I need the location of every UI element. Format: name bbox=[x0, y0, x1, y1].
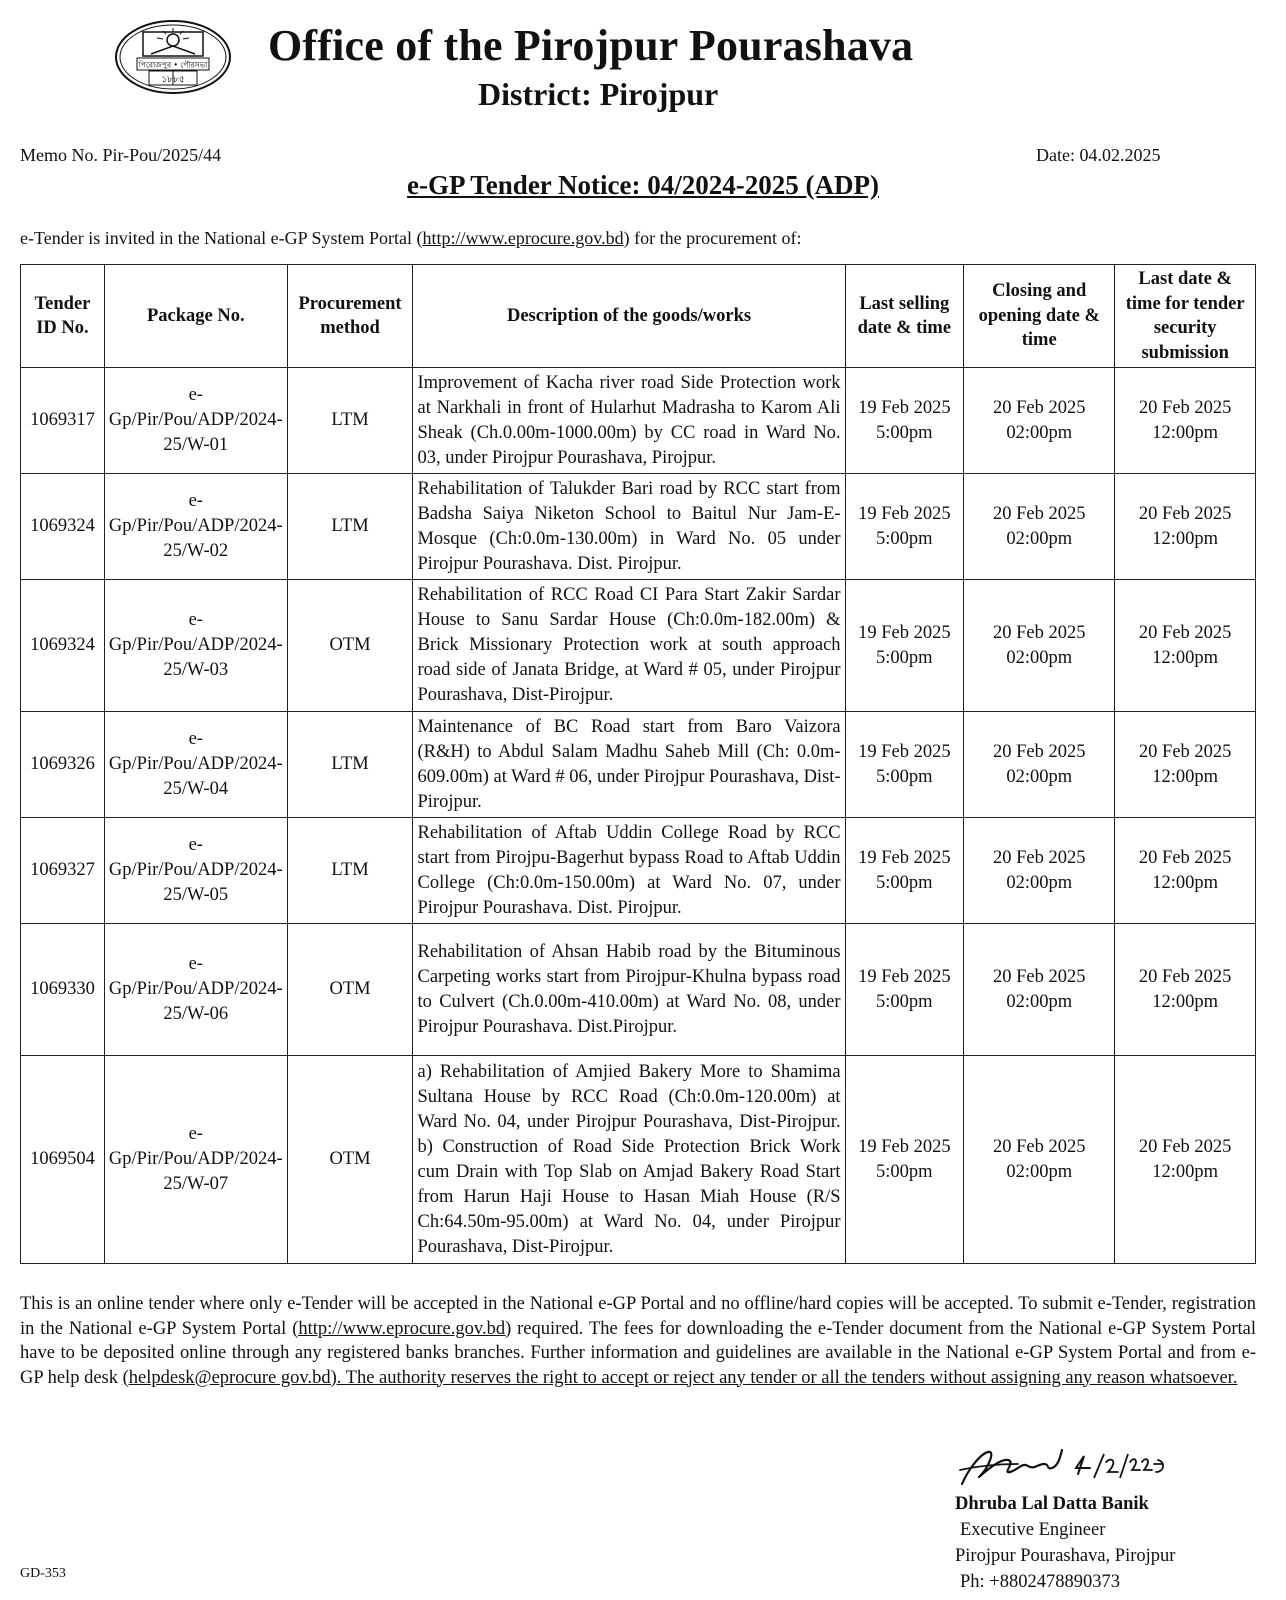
selling-time: 5:00pm bbox=[876, 766, 933, 787]
selling-date: 19 Feb 2025 bbox=[858, 966, 951, 987]
package-cell: e-Gp/Pir/Pou/ADP/2024-25/W-07 bbox=[104, 1056, 287, 1264]
signer-name: Dhruba Lal Datta Banik bbox=[955, 1494, 1149, 1514]
closing-date: 20 Feb 2025 bbox=[992, 966, 1086, 987]
closing-cell bbox=[964, 924, 1115, 1056]
security-cell bbox=[1115, 712, 1256, 818]
method-cell: LTM bbox=[287, 818, 413, 924]
tender-id-cell: 1069324 bbox=[21, 580, 105, 712]
closing-time: 02:00pm bbox=[1006, 991, 1073, 1012]
security-date: 20 Feb 2025 bbox=[1138, 966, 1232, 987]
header-tender-id: Tender ID No. bbox=[21, 265, 105, 368]
security-date: 20 Feb 2025 bbox=[1138, 847, 1232, 868]
selling-time: 5:00pm bbox=[876, 647, 933, 668]
tender-id-cell: 1069327 bbox=[21, 818, 105, 924]
table-row bbox=[21, 924, 1256, 1056]
security-date: 20 Feb 2025 bbox=[1138, 503, 1232, 524]
helpdesk-email-link[interactable]: (helpdesk@eprocure gov.bd). The authority reserves the right to accept or reject any tender or all the tenders without assigning any reason whatsoever. bbox=[122, 1367, 1238, 1388]
security-time: 12:00pm bbox=[1152, 422, 1219, 443]
security-cell bbox=[1115, 368, 1256, 474]
tender-id-cell: 1069504 bbox=[21, 1056, 105, 1264]
selling-date: 19 Feb 2025 bbox=[858, 741, 951, 762]
memo-number: Memo No. Pir-Pou/2025/44 bbox=[20, 145, 222, 165]
security-cell bbox=[1115, 580, 1256, 712]
package-cell: e-Gp/Pir/Pou/ADP/2024-25/W-03 bbox=[104, 580, 287, 712]
selling-cell bbox=[845, 1056, 964, 1264]
district-subtitle: District: Pirojpur bbox=[478, 76, 719, 112]
letterhead bbox=[0, 0, 1286, 120]
header-security-submission: Last date & time for tender security submission bbox=[1115, 265, 1256, 368]
description-cell: Rehabilitation of RCC Road CI Para Start Zakir Sardar House to Sanu Sardar House (Ch:0.0m-182.00m) & Brick Missionary Protection work at south approach road side of Janata Bridge, at Ward # 05, under Pirojpur Pourashava, Dist-Pirojpur. bbox=[413, 580, 845, 712]
security-date: 20 Feb 2025 bbox=[1138, 622, 1232, 643]
method-cell: OTM bbox=[287, 580, 413, 712]
closing-date: 20 Feb 2025 bbox=[992, 1136, 1086, 1157]
signer-phone: Ph: +8802478890373 bbox=[960, 1572, 1120, 1592]
tender-id-cell: 1069324 bbox=[21, 474, 105, 580]
description-cell: Improvement of Kacha river road Side Protection work at Narkhali in front of Hularhut Madrasha to Karom Ali Sheak (Ch.0.00m-1000.00m) by CC road in Ward No. 03, under Pirojpur Pourashava, Pirojpur. bbox=[413, 368, 845, 474]
closing-cell bbox=[964, 580, 1115, 712]
signer-office: Pirojpur Pourashava, Pirojpur bbox=[955, 1546, 1176, 1566]
method-cell: LTM bbox=[287, 712, 413, 818]
package-cell: e-Gp/Pir/Pou/ADP/2024-25/W-01 bbox=[104, 368, 287, 474]
package-cell: e-Gp/Pir/Pou/ADP/2024-25/W-06 bbox=[104, 924, 287, 1056]
selling-time: 5:00pm bbox=[876, 528, 933, 549]
terms-text-2: required. The fees for downloading the e-Tender document from the National e-GP System Portal have to be deposited online through any registered banks branches. Further information and guidelines are available in the National e-GP System Portal and from e-GP help desk bbox=[20, 1318, 1256, 1388]
closing-date: 20 Feb 2025 bbox=[992, 741, 1086, 762]
method-cell: OTM bbox=[287, 924, 413, 1056]
package-cell: e-Gp/Pir/Pou/ADP/2024-25/W-05 bbox=[104, 818, 287, 924]
description-cell: a) Rehabilitation of Amjied Bakery More to Shamima Sultana House by RCC Road (Ch:0.0m-120.00m) at Ward No. 04, under Pirojpur Pourashava, Dist-Pirojpur. b) Construction of Road Side Protection Brick Work cum Drain with Top Slab on Amjad Bakery Road Start from Harun Haji House to Hasan Miah House (R/S Ch:64.50m-95.00m) at Ward No. 04, under Pirojpur Pourashava, Dist-Pirojpur. bbox=[413, 1056, 845, 1264]
table-row bbox=[21, 1056, 1256, 1264]
security-time: 12:00pm bbox=[1152, 1161, 1219, 1182]
method-cell: LTM bbox=[287, 368, 413, 474]
closing-time: 02:00pm bbox=[1006, 766, 1073, 787]
selling-date: 19 Feb 2025 bbox=[858, 1136, 951, 1157]
selling-cell bbox=[845, 924, 964, 1056]
description-cell: Rehabilitation of Ahsan Habib road by the Bituminous Carpeting works start from Pirojpur-Khulna bypass road to Culvert (Ch.0.00m-410.00m) at Ward No. 08, under Pirojpur Pourashava. Dist.Pirojpur. bbox=[413, 924, 845, 1056]
selling-date: 19 Feb 2025 bbox=[858, 397, 951, 418]
method-cell: OTM bbox=[287, 1056, 413, 1264]
security-time: 12:00pm bbox=[1152, 647, 1219, 668]
office-title: Office of the Pirojpur Pourashava bbox=[268, 21, 914, 70]
security-time: 12:00pm bbox=[1152, 991, 1219, 1012]
table-row bbox=[21, 580, 1256, 712]
table-row bbox=[21, 474, 1256, 580]
logo-caption: পিরোজপুর • পৌরসভা bbox=[138, 60, 208, 70]
notice-date: Date: 04.02.2025 bbox=[1036, 145, 1161, 165]
header-method: Procurement method bbox=[287, 265, 413, 368]
method-cell: LTM bbox=[287, 474, 413, 580]
selling-cell bbox=[845, 474, 964, 580]
eprocure-link-footer[interactable]: (http://www.eprocure.gov.bd) bbox=[292, 1318, 512, 1339]
security-cell bbox=[1115, 924, 1256, 1056]
selling-cell bbox=[845, 818, 964, 924]
invite-text: e-Tender is invited in the National e-GP System Portal ( bbox=[20, 228, 423, 248]
selling-time: 5:00pm bbox=[876, 422, 933, 443]
notice-title: e-GP Tender Notice: 04/2024-2025 (ADP) bbox=[407, 170, 879, 200]
closing-cell bbox=[964, 712, 1115, 818]
selling-date: 19 Feb 2025 bbox=[858, 847, 951, 868]
closing-time: 02:00pm bbox=[1006, 647, 1073, 668]
terms-text: This is an online tender where only e-Tender will be accepted in the National e-GP Portal and no offline/hard copies will be accepted. To submit e-Tender, registration in the National e-GP System Portal bbox=[20, 1294, 1256, 1339]
selling-date: 19 Feb 2025 bbox=[858, 622, 951, 643]
closing-cell bbox=[964, 368, 1115, 474]
tender-id-cell: 1069317 bbox=[21, 368, 105, 474]
closing-date: 20 Feb 2025 bbox=[992, 622, 1086, 643]
pourashava-seal-logo bbox=[113, 18, 233, 96]
closing-time: 02:00pm bbox=[1006, 1161, 1073, 1182]
closing-cell bbox=[964, 1056, 1115, 1264]
description-cell: Rehabilitation of Aftab Uddin College Road by RCC start from Pirojpu-Bagerhut bypass Road to Aftab Uddin College (Ch:0.0m-150.00m) at Ward No. 07, under Pirojpur Pourashava. Dist. Pirojpur. bbox=[413, 818, 845, 924]
tender-id-cell: 1069326 bbox=[21, 712, 105, 818]
terms-paragraph bbox=[20, 1292, 1256, 1390]
closing-date: 20 Feb 2025 bbox=[992, 847, 1086, 868]
eprocure-link[interactable]: http://www.eprocure.gov.bd bbox=[422, 228, 624, 248]
selling-time: 5:00pm bbox=[876, 991, 933, 1012]
security-cell bbox=[1115, 474, 1256, 580]
closing-date: 20 Feb 2025 bbox=[992, 397, 1086, 418]
selling-cell bbox=[845, 712, 964, 818]
closing-cell bbox=[964, 474, 1115, 580]
closing-cell bbox=[964, 818, 1115, 924]
invitation-line bbox=[20, 228, 802, 249]
closing-time: 02:00pm bbox=[1006, 872, 1073, 893]
header-closing-opening: Closing and opening date & time bbox=[964, 265, 1115, 368]
invite-text-end: ) for the procurement of: bbox=[623, 228, 802, 248]
security-cell bbox=[1115, 1056, 1256, 1264]
selling-cell bbox=[845, 580, 964, 712]
security-date: 20 Feb 2025 bbox=[1138, 1136, 1232, 1157]
header-last-selling: Last selling date & time bbox=[845, 265, 964, 368]
package-cell: e-Gp/Pir/Pou/ADP/2024-25/W-04 bbox=[104, 712, 287, 818]
table-header-row bbox=[21, 265, 1256, 368]
security-date: 20 Feb 2025 bbox=[1138, 741, 1232, 762]
signer-designation: Executive Engineer bbox=[960, 1520, 1106, 1540]
tender-id-cell: 1069330 bbox=[21, 924, 105, 1056]
selling-time: 5:00pm bbox=[876, 872, 933, 893]
description-cell: Maintenance of BC Road start from Baro Vaizora (R&H) to Abdul Salam Madhu Saheb Mill (Ch: 0.0m-609.00m) at Ward # 06, under Pirojpur Pourashava, Dist-Pirojpur. bbox=[413, 712, 845, 818]
description-cell: Rehabilitation of Talukder Bari road by RCC start from Badsha Saiya Niketon School to Baitul Nur Jam-E-Mosque (Ch:0.0m-130.00m) in Ward No. 05 under Pirojpur Pourashava. Dist. Pirojpur. bbox=[413, 474, 845, 580]
table-row bbox=[21, 818, 1256, 924]
selling-time: 5:00pm bbox=[876, 1161, 933, 1182]
closing-time: 02:00pm bbox=[1006, 528, 1073, 549]
closing-date: 20 Feb 2025 bbox=[992, 503, 1086, 524]
selling-date: 19 Feb 2025 bbox=[858, 503, 951, 524]
handwritten-date bbox=[1072, 1448, 1172, 1484]
security-cell bbox=[1115, 818, 1256, 924]
tender-table bbox=[20, 264, 1256, 1264]
security-time: 12:00pm bbox=[1152, 872, 1219, 893]
header-description: Description of the goods/works bbox=[413, 265, 845, 368]
selling-cell bbox=[845, 368, 964, 474]
table-row bbox=[21, 712, 1256, 818]
logo-year: ১৮৮৫ bbox=[161, 75, 185, 85]
security-date: 20 Feb 2025 bbox=[1138, 397, 1232, 418]
table-row bbox=[21, 368, 1256, 474]
closing-time: 02:00pm bbox=[1006, 422, 1073, 443]
security-time: 12:00pm bbox=[1152, 528, 1219, 549]
package-cell: e-Gp/Pir/Pou/ADP/2024-25/W-02 bbox=[104, 474, 287, 580]
security-time: 12:00pm bbox=[1152, 766, 1219, 787]
header-package: Package No. bbox=[104, 265, 287, 368]
document-code: GD-353 bbox=[20, 1566, 66, 1581]
